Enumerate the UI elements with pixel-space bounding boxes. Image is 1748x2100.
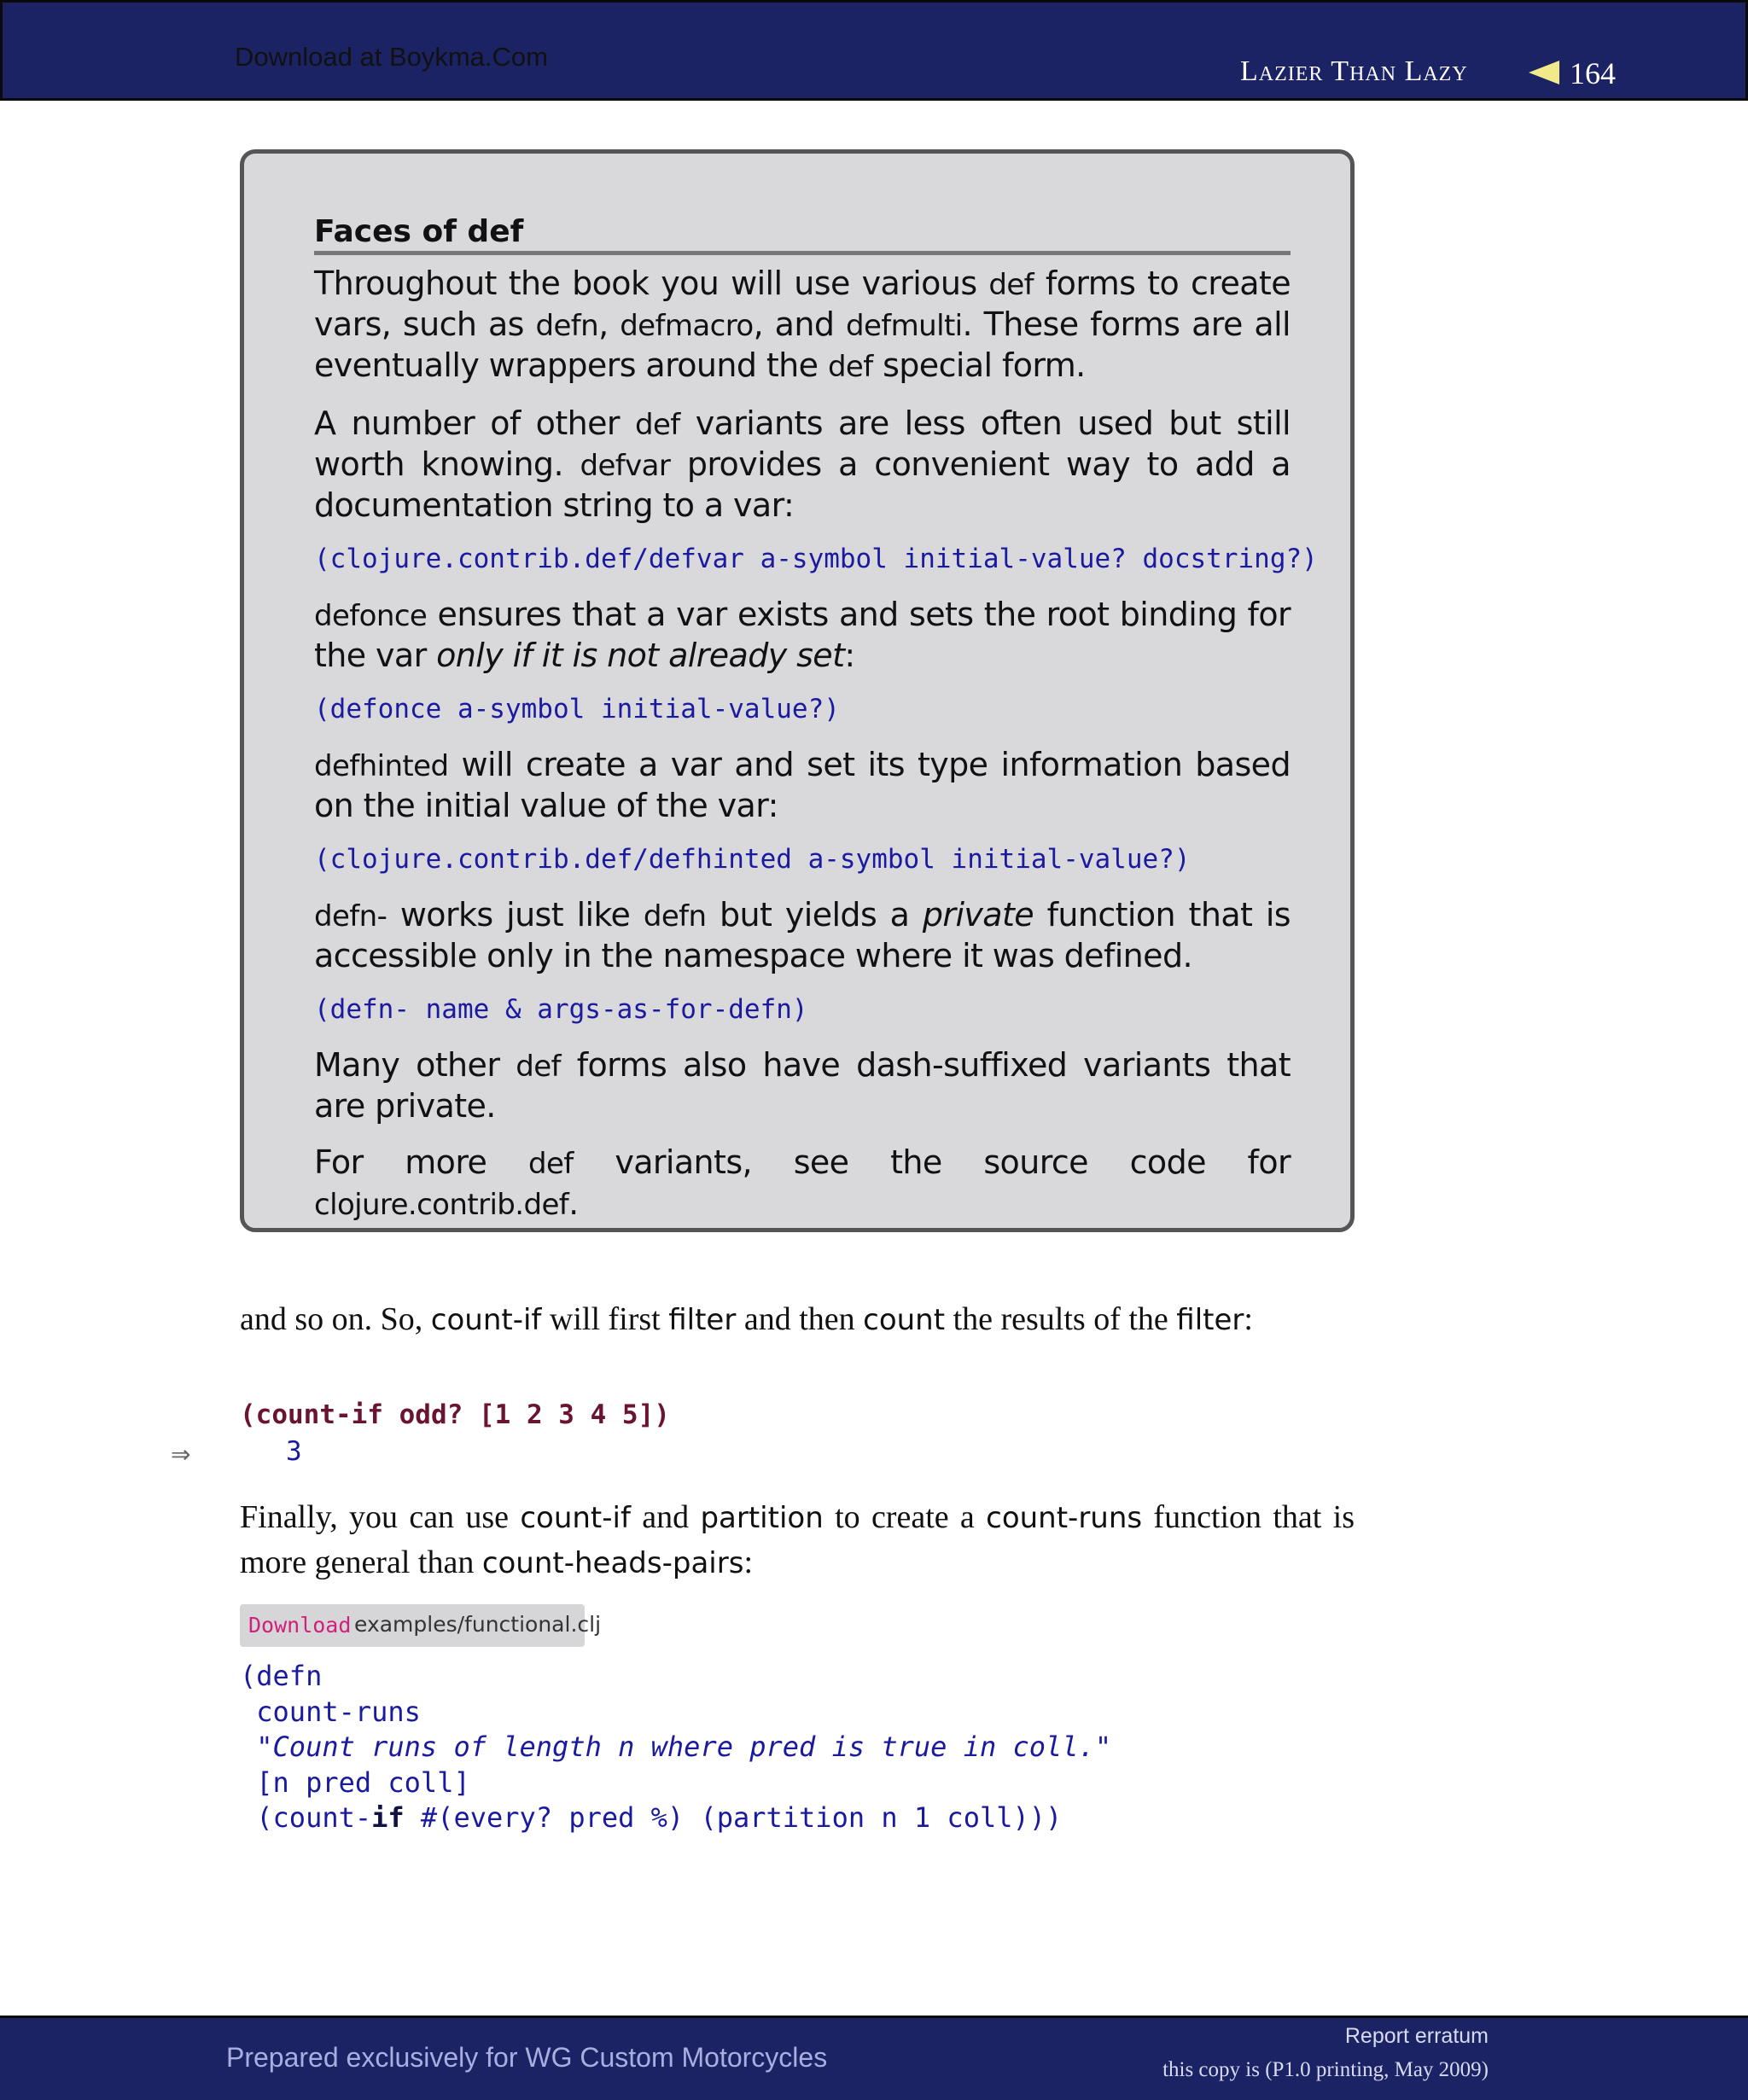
- prepared-for-text: Prepared exclusively for WG Custom Motorcycles: [226, 2042, 828, 2073]
- code-line: (count-if #(every? pred %) (partition n 1 coll))): [240, 1801, 1063, 1834]
- sidebar-title: Faces of def: [314, 213, 1291, 255]
- code-snippet: (clojure.contrib.def/defvar a-symbol initial-value? docstring?): [314, 544, 1318, 574]
- body-paragraph: and so on. So, count-if will first filter and then count the results of the filter:: [240, 1301, 1253, 1337]
- sidebar-content: [314, 213, 1318, 1242]
- sidebar-paragraph: A number of other def variants are less often used but still worth knowing. defvar provides a convenient way to add a documentation string to a var:: [314, 404, 1291, 524]
- code-snippet: (defonce a-symbol initial-value?): [314, 694, 840, 724]
- sidebar-paragraph: Many other def forms also have dash-suffixed variants that are private.: [314, 1046, 1291, 1125]
- sidebar-paragraph: defn- works just like defn but yields a private function that is accessible only in the namespace where it was defined.: [314, 896, 1291, 974]
- previous-page-arrow-icon[interactable]: [1529, 61, 1559, 84]
- body-paragraph: Finally, you can use count-if and partition to create a count-runs function that is more general than count-heads-pairs:: [240, 1499, 1355, 1580]
- code-line: count-runs: [240, 1695, 421, 1728]
- code-example: (count-if odd? [1 2 3 4 5]): [240, 1399, 670, 1430]
- sidebar-paragraph: defhinted will create a var and set its type information based on the initial value of the var:: [314, 746, 1291, 824]
- download-label[interactable]: Download: [248, 1613, 352, 1638]
- code-line: (defn: [240, 1660, 323, 1692]
- page-number: 164: [1570, 56, 1616, 90]
- copy-info-text: this copy is (P1.0 printing, May 2009): [1162, 2058, 1489, 2081]
- code-line: [n pred coll]: [240, 1766, 470, 1799]
- code-listing: [240, 1659, 1111, 1836]
- sidebar-paragraph: Throughout the book you will use various def forms to create vars, such as defn, defmacro, and defmulti. These forms are all eventually wrappers around the def special form.: [314, 265, 1291, 384]
- code-snippet: (clojure.contrib.def/defhinted a-symbol initial-value?): [314, 844, 1191, 875]
- sidebar-paragraph: defonce ensures that a var exists and sets the root binding for the var only if it is not already set:: [314, 596, 1291, 674]
- download-link[interactable]: [240, 1604, 602, 1647]
- sidebar-paragraph: For more def variants, see the source code for clojure.contrib.def.: [314, 1143, 1291, 1222]
- report-erratum-link[interactable]: Report erratum: [1344, 2024, 1489, 2048]
- sidebar-box: [240, 149, 1355, 1232]
- code-snippet: (defn- name & args-as-for-defn): [314, 994, 808, 1025]
- result-arrow-icon: ⇒: [171, 1440, 191, 1469]
- download-file-path[interactable]: examples/functional.clj: [354, 1612, 602, 1637]
- page-header: [0, 0, 1748, 101]
- download-site-text: Download at Boykma.Com: [235, 42, 548, 72]
- chapter-title: Lazier Than Lazy: [1240, 55, 1468, 87]
- result-value: 3: [286, 1436, 302, 1467]
- code-line: "Count runs of length n where pred is true in coll.": [240, 1731, 1112, 1763]
